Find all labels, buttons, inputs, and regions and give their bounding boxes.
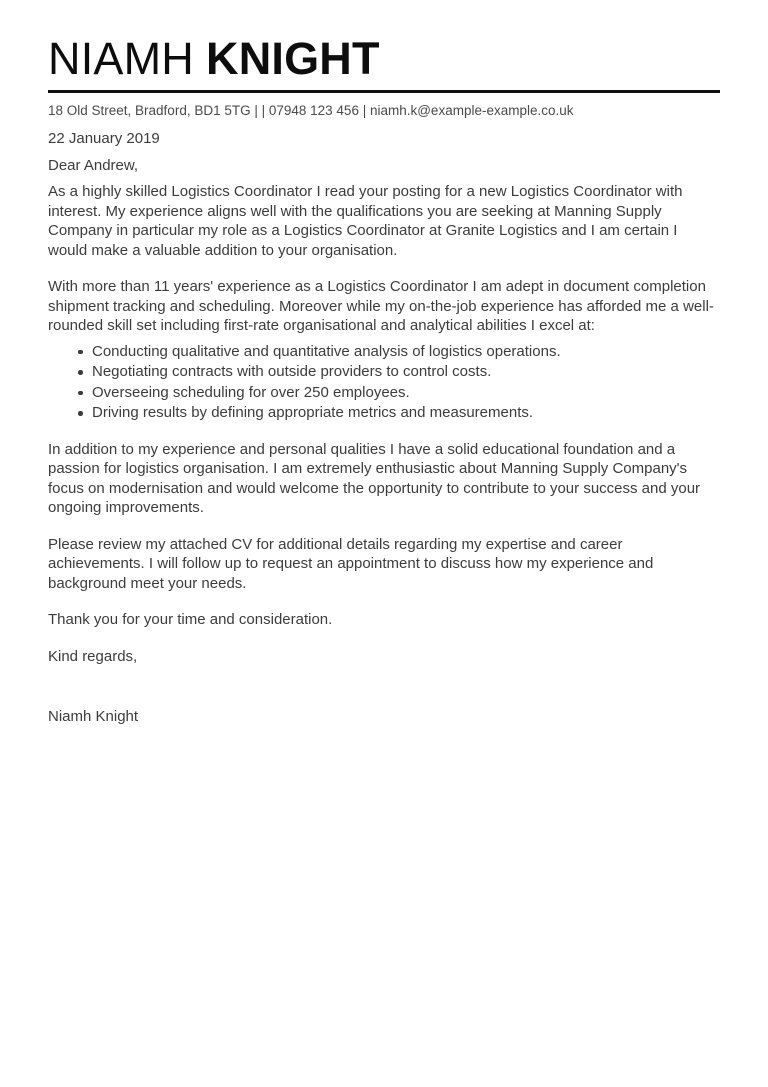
list-item — [48, 342, 720, 362]
list-item — [48, 383, 720, 403]
bullet-icon — [78, 370, 83, 375]
header-divider — [48, 90, 720, 93]
paragraph-4: Please review my attached CV for additional details regarding my expertise and career achievements. I will follow up to request an appointment to discuss how my experience and background meet your needs. — [48, 535, 654, 592]
list-item-label: Driving results by defining appropriate metrics and measurements. — [92, 404, 534, 421]
list-item-label: Conducting qualitative and quantitative analysis of logistics operations. — [92, 342, 561, 360]
salutation: Dear Andrew, — [48, 156, 139, 174]
bullet-icon — [78, 391, 83, 396]
signoff: Kind regards, — [48, 647, 138, 665]
contact-line: 18 Old Street, Bradford, BD1 5TG | | 07948 123 456 | niamh.k@example-example.co.uk — [48, 103, 574, 118]
list-item — [48, 403, 720, 423]
bullet-icon — [78, 411, 83, 416]
signature-space — [48, 666, 720, 707]
first-name: NIAMH — [48, 33, 194, 84]
paragraph-3: In addition to my experience and personal qualities I have a solid educational foundation and a passion for logistics organisation. I am extremely enthusiastic about Manning Supply Company's focus on modernisation and would welcome the opportunity to contribute to your success and your ongoing improvements. — [48, 440, 701, 516]
last-name: KNIGHT — [206, 33, 380, 84]
paragraph-1: As a highly skilled Logistics Coordinator I read your posting for a new Logistics Coordinator with interest. My experience aligns well with the qualifications you are seeking at Manning Supply Company in particular my role as a Logistics Coordinator at Granite Logistics and I am certain I would make a valuable addition to your organisation. — [48, 183, 683, 259]
letter-body — [48, 129, 720, 727]
paragraph-2: With more than 11 years' experience as a Logistics Coordinator I am adept in document completion shipment tracking and scheduling. Moreover while my on-the-job experience has afforded me a well-rounded skill set including first-rate organisational and analytical abilities I excel at: — [48, 278, 714, 334]
list-item — [48, 362, 720, 382]
letterhead — [48, 0, 720, 120]
page-title — [48, 34, 720, 84]
thanks-line: Thank you for your time and consideration. — [48, 611, 333, 628]
list-item-label: Negotiating contracts with outside providers to control costs. — [92, 363, 492, 380]
signature-name: Niamh Knight — [48, 708, 139, 725]
skills-list — [48, 342, 720, 423]
list-item-label: Overseeing scheduling for over 250 employees. — [92, 383, 410, 401]
bullet-icon — [78, 350, 83, 355]
letter-date: 22 January 2019 — [48, 130, 160, 147]
